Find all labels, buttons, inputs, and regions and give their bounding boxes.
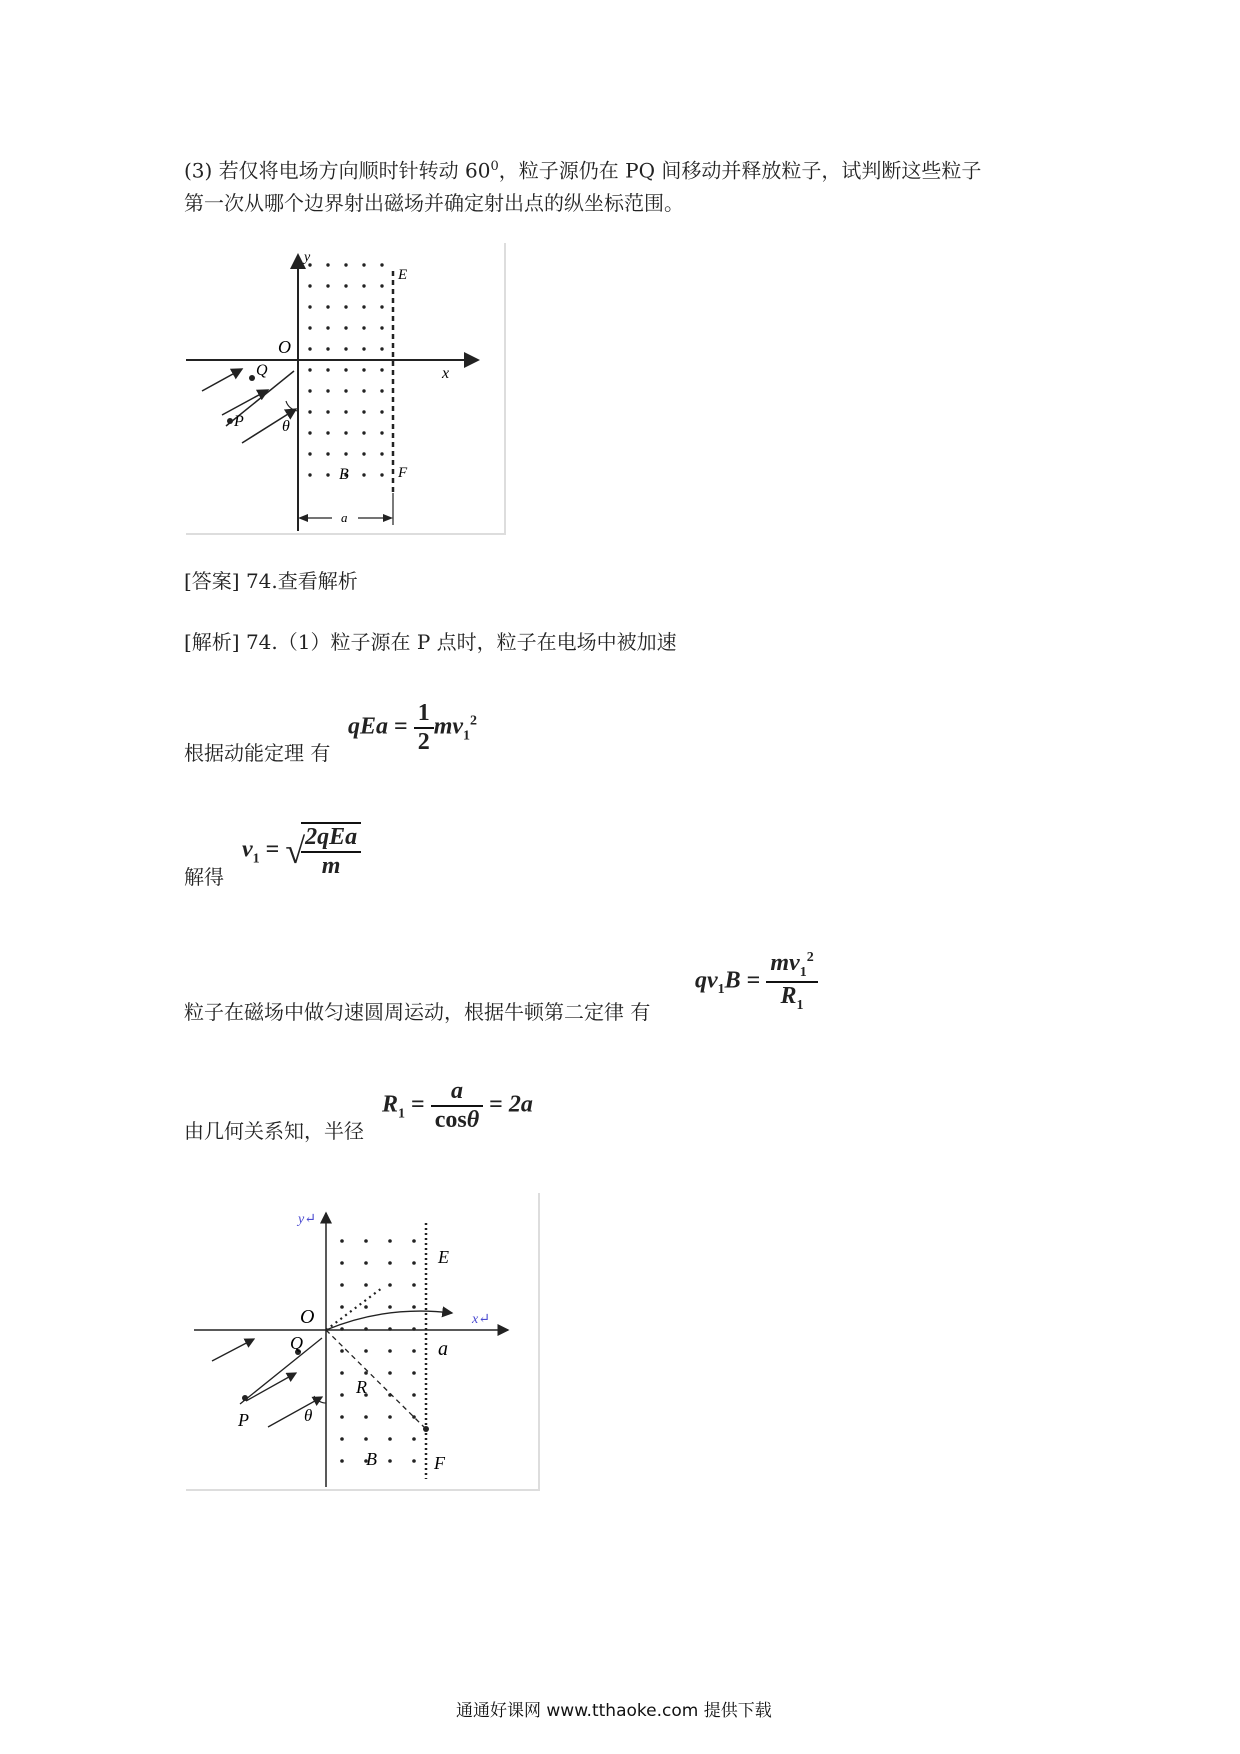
field-dot bbox=[412, 1261, 416, 1265]
field-dot bbox=[380, 410, 383, 413]
figure-1-label-o: O bbox=[278, 337, 291, 357]
field-dot bbox=[380, 368, 383, 371]
field-dot bbox=[388, 1437, 392, 1441]
field-dot bbox=[340, 1415, 344, 1419]
eq3-den-sub: 1 bbox=[796, 997, 804, 1013]
field-dot bbox=[340, 1305, 344, 1309]
field-dot bbox=[344, 326, 347, 329]
field-dot bbox=[388, 1261, 392, 1265]
field-dot bbox=[380, 473, 383, 476]
field-dot bbox=[412, 1239, 416, 1243]
eq2-fraction bbox=[301, 822, 361, 880]
field-dot bbox=[340, 1239, 344, 1243]
figure-2-radius-line bbox=[326, 1330, 426, 1429]
eq4-sub: 1 bbox=[398, 1106, 406, 1122]
field-dot bbox=[308, 347, 311, 350]
figure-1-point-p bbox=[227, 418, 233, 424]
eq4-den-fn: cos bbox=[434, 1107, 467, 1133]
field-dot bbox=[326, 326, 329, 329]
figure-2-label-q: Q bbox=[290, 1333, 303, 1353]
field-dot bbox=[362, 473, 365, 476]
figure-2-label-e: E bbox=[438, 1247, 449, 1267]
eq2-sub: 1 bbox=[252, 851, 260, 867]
field-dot bbox=[362, 368, 365, 371]
eq3-num-sup: 2 bbox=[806, 950, 814, 965]
eq4-rhs: 2a bbox=[508, 1091, 533, 1118]
field-dot bbox=[364, 1305, 368, 1309]
field-dot bbox=[344, 389, 347, 392]
question-line-1-pre: (3) 若仅将电场方向顺时针转动 60 bbox=[184, 158, 491, 183]
figure-1 bbox=[186, 243, 506, 535]
eq1-den: 2 bbox=[417, 729, 430, 755]
eq1-fraction bbox=[414, 700, 434, 756]
field-dot bbox=[308, 431, 311, 434]
field-dot bbox=[380, 305, 383, 308]
field-dot bbox=[326, 431, 329, 434]
field-dot bbox=[326, 263, 329, 266]
field-dot bbox=[362, 263, 365, 266]
answer-text: [答案] 74.查看解析 bbox=[184, 569, 358, 593]
eq3-num: mv bbox=[770, 950, 800, 976]
figure-1-label-a: a bbox=[341, 510, 348, 525]
eq2-den: m bbox=[321, 853, 341, 879]
figure-1-point-q bbox=[249, 375, 255, 381]
field-dot bbox=[308, 410, 311, 413]
field-dot bbox=[340, 1349, 344, 1353]
field-dot bbox=[362, 452, 365, 455]
eq3-den: R bbox=[780, 982, 797, 1009]
figure-2-label-f: F bbox=[434, 1453, 445, 1473]
eq3-num-sub: 1 bbox=[799, 964, 807, 980]
field-dot bbox=[308, 368, 311, 371]
field-dot bbox=[326, 284, 329, 287]
question-line-1 bbox=[184, 151, 981, 187]
field-dot bbox=[412, 1305, 416, 1309]
eq2-label: 解得 bbox=[184, 865, 224, 889]
field-dot bbox=[388, 1459, 392, 1463]
field-dot bbox=[340, 1393, 344, 1397]
eq3-equals: = bbox=[746, 967, 761, 994]
eq4-den-var: θ bbox=[466, 1107, 480, 1133]
equation-3 bbox=[695, 950, 818, 1014]
eq1-lhs: qEa bbox=[348, 713, 389, 740]
field-dot bbox=[380, 263, 383, 266]
figure-2 bbox=[186, 1193, 540, 1491]
figure-2-source-line bbox=[240, 1338, 322, 1404]
page-footer: 通通好课网 www.tthaoke.com 提供下载 bbox=[456, 1701, 772, 1721]
field-dot bbox=[388, 1239, 392, 1243]
field-dot bbox=[362, 305, 365, 308]
eq4-lhs: R bbox=[382, 1091, 399, 1118]
degree-superscript: 0 bbox=[490, 159, 499, 174]
question-line-1-post: ，粒子源仍在 PQ 间移动并释放粒子，试判断这些粒子 bbox=[498, 158, 982, 183]
field-dot bbox=[412, 1459, 416, 1463]
eq2-lhs: v bbox=[242, 836, 253, 863]
figure-1-label-x: x bbox=[442, 365, 450, 382]
field-dot bbox=[380, 389, 383, 392]
field-dot bbox=[326, 452, 329, 455]
equation-4 bbox=[382, 1078, 533, 1134]
field-dot bbox=[308, 284, 311, 287]
figure-2-trajectory bbox=[326, 1311, 452, 1330]
figure-2-label-theta: θ bbox=[304, 1406, 313, 1425]
field-dot bbox=[344, 368, 347, 371]
field-dot bbox=[308, 326, 311, 329]
field-dot bbox=[364, 1349, 368, 1353]
field-dot bbox=[362, 347, 365, 350]
field-dot bbox=[388, 1305, 392, 1309]
eq3-sub: 1 bbox=[717, 982, 725, 998]
field-dot bbox=[344, 263, 347, 266]
question-line-2: 第一次从哪个边界射出磁场并确定射出点的纵坐标范围。 bbox=[184, 191, 684, 215]
field-dot bbox=[340, 1261, 344, 1265]
figure-1-a-arrow-right bbox=[383, 514, 393, 522]
field-dot bbox=[388, 1415, 392, 1419]
field-dot bbox=[364, 1283, 368, 1287]
field-dot bbox=[380, 326, 383, 329]
field-dot bbox=[308, 452, 311, 455]
eq2-num: 2qEa bbox=[301, 824, 361, 853]
analysis-intro: [解析] 74.（1）粒子源在 P 点时，粒子在电场中被加速 bbox=[184, 630, 677, 654]
eq1-sup: 2 bbox=[470, 713, 478, 729]
field-dot bbox=[344, 284, 347, 287]
figure-1-svg bbox=[186, 243, 504, 533]
field-dot bbox=[340, 1437, 344, 1441]
field-dot bbox=[344, 452, 347, 455]
field-dot bbox=[326, 410, 329, 413]
field-dot bbox=[344, 431, 347, 434]
field-dot bbox=[344, 410, 347, 413]
eq4-num: a bbox=[431, 1078, 483, 1107]
field-dot bbox=[380, 347, 383, 350]
field-dot bbox=[412, 1371, 416, 1375]
field-dot bbox=[326, 305, 329, 308]
figure-2-label-a: a bbox=[438, 1338, 448, 1360]
field-dot bbox=[412, 1283, 416, 1287]
field-dot bbox=[326, 389, 329, 392]
field-dot bbox=[364, 1415, 368, 1419]
figure-2-point-p bbox=[242, 1395, 248, 1401]
field-dot bbox=[380, 284, 383, 287]
field-dot bbox=[326, 368, 329, 371]
field-dot bbox=[344, 347, 347, 350]
field-dot bbox=[380, 452, 383, 455]
eq1-sub: 1 bbox=[463, 728, 471, 744]
eq1-equals: = bbox=[394, 713, 408, 740]
field-dot bbox=[388, 1371, 392, 1375]
eq3-lhs: qv bbox=[695, 967, 718, 994]
eq4-equals-1: = bbox=[411, 1091, 425, 1118]
field-dot bbox=[340, 1459, 344, 1463]
field-dot bbox=[388, 1283, 392, 1287]
figure-1-label-q: Q bbox=[256, 362, 268, 379]
field-dot bbox=[362, 431, 365, 434]
field-dot bbox=[362, 284, 365, 287]
field-dot bbox=[364, 1437, 368, 1441]
field-dot bbox=[308, 473, 311, 476]
field-dot bbox=[340, 1283, 344, 1287]
figure-2-label-p: P bbox=[238, 1410, 249, 1430]
figure-1-a-arrow-left bbox=[298, 514, 308, 522]
figure-2-label-b: B bbox=[366, 1449, 377, 1469]
figure-1-label-p: P bbox=[234, 413, 244, 430]
figure-2-center-point bbox=[423, 1426, 429, 1432]
figure-2-theta-arc bbox=[314, 1396, 326, 1403]
figure-2-arrow-3 bbox=[268, 1397, 322, 1427]
field-dot bbox=[364, 1261, 368, 1265]
equation-2 bbox=[242, 822, 361, 880]
eq4-label: 由几何关系知，半径 bbox=[184, 1119, 364, 1143]
field-dot bbox=[326, 347, 329, 350]
field-dot bbox=[362, 410, 365, 413]
figure-1-arrow-1 bbox=[202, 369, 242, 391]
figure-1-label-f: F bbox=[398, 465, 408, 481]
sqrt-sign: √ bbox=[285, 831, 306, 871]
eq1-num: 1 bbox=[414, 700, 434, 729]
field-dot bbox=[412, 1437, 416, 1441]
figure-2-svg bbox=[186, 1193, 538, 1489]
field-dot bbox=[362, 389, 365, 392]
eq3-label: 粒子在磁场中做匀速圆周运动，根据牛顿第二定律 有 bbox=[184, 1000, 651, 1024]
figure-1-label-e: E bbox=[398, 267, 408, 283]
field-dot bbox=[344, 305, 347, 308]
field-dot bbox=[308, 305, 311, 308]
field-dot bbox=[308, 389, 311, 392]
equation-1 bbox=[348, 700, 477, 756]
field-dot bbox=[326, 473, 329, 476]
figure-2-label-x: x↵ bbox=[472, 1312, 490, 1327]
figure-2-label-r: R bbox=[356, 1377, 367, 1397]
figure-1-label-theta: θ bbox=[282, 418, 290, 435]
figure-2-dotted-chord bbox=[326, 1288, 382, 1330]
field-dot bbox=[388, 1349, 392, 1353]
figure-1-label-y: y bbox=[304, 250, 311, 265]
field-dot bbox=[412, 1393, 416, 1397]
figure-2-arrow-2 bbox=[246, 1373, 296, 1401]
eq4-equals-2: = bbox=[489, 1091, 503, 1118]
field-dot bbox=[380, 431, 383, 434]
eq3-b: B bbox=[724, 967, 741, 994]
field-dot bbox=[412, 1349, 416, 1353]
field-dot bbox=[362, 326, 365, 329]
eq2-equals: = bbox=[265, 836, 280, 863]
eq3-fraction bbox=[766, 950, 817, 1014]
eq1-rhs: mv bbox=[433, 713, 464, 740]
field-dot bbox=[364, 1239, 368, 1243]
eq1-label: 根据动能定理 有 bbox=[184, 741, 331, 765]
figure-2-label-y: y↵ bbox=[298, 1212, 316, 1227]
figure-2-label-o: O bbox=[300, 1306, 315, 1328]
figure-2-arrow-1 bbox=[212, 1339, 254, 1361]
field-dot bbox=[340, 1371, 344, 1375]
eq4-fraction bbox=[431, 1078, 483, 1134]
figure-1-label-b: B bbox=[339, 466, 349, 483]
